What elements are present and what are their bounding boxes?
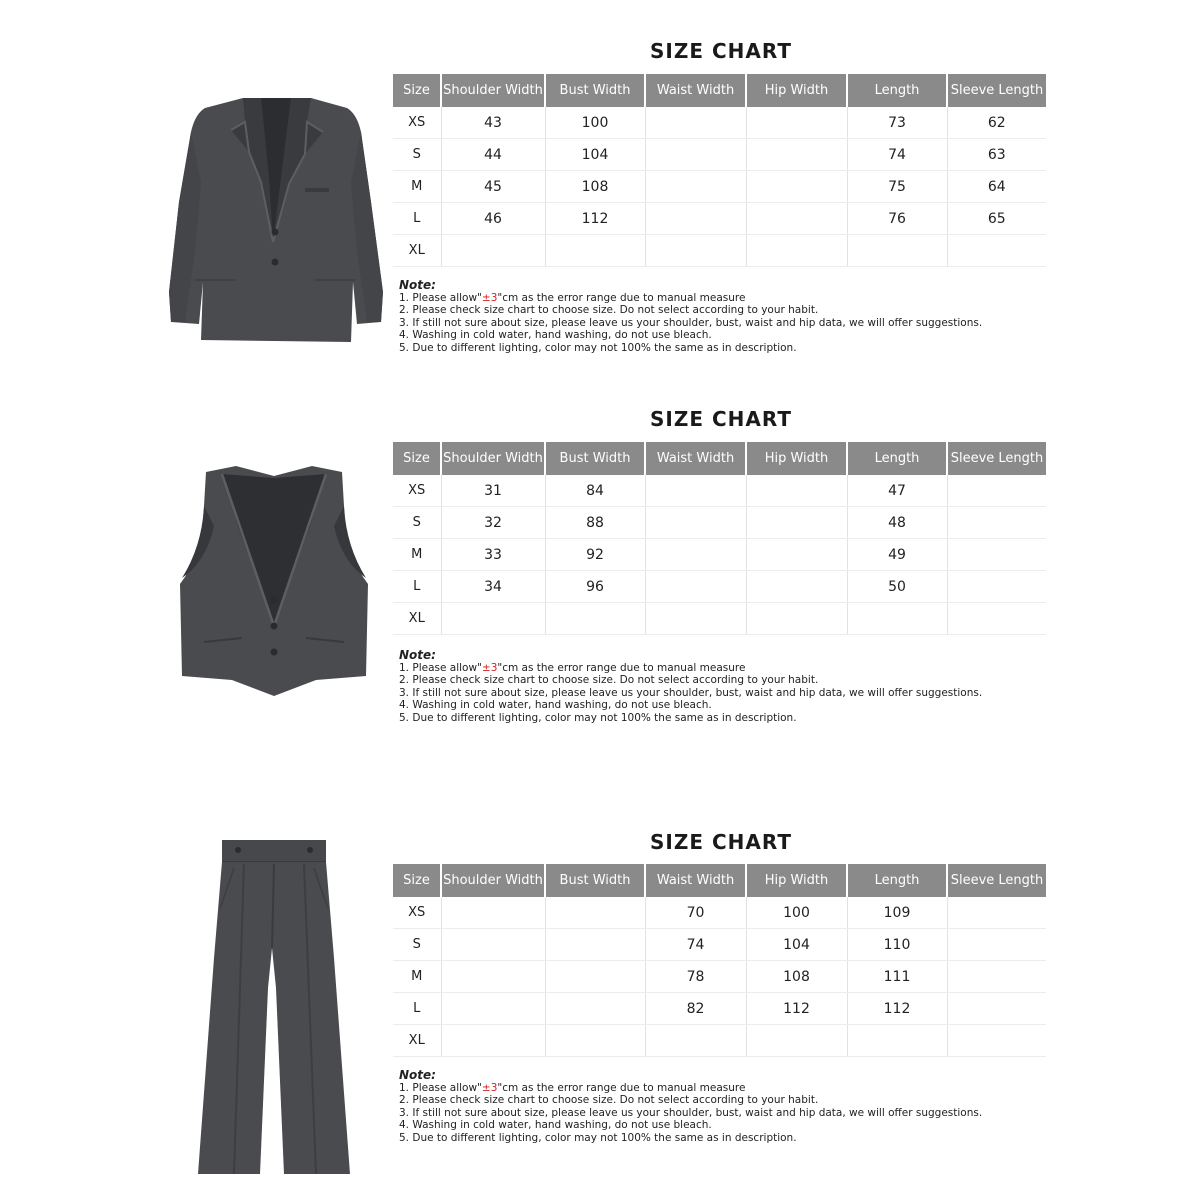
column-header: Size bbox=[393, 74, 441, 107]
column-header: Waist Width bbox=[645, 442, 746, 475]
size-chart-title: SIZE CHART bbox=[649, 830, 792, 854]
notes-block bbox=[399, 279, 1039, 355]
table-row bbox=[393, 571, 1046, 603]
measurement-cell bbox=[746, 603, 847, 635]
measurement-cell bbox=[645, 539, 746, 571]
note-line-2: 2. Please check size chart to choose size. Do not select according to your habit. bbox=[399, 304, 819, 317]
table-row bbox=[393, 961, 1046, 993]
measurement-cell: 109 bbox=[847, 897, 947, 929]
size-table bbox=[393, 442, 1046, 635]
measurement-cell bbox=[645, 139, 746, 171]
measurement-cell bbox=[947, 929, 1046, 961]
measurement-cell: 88 bbox=[545, 507, 645, 539]
size-label: XS bbox=[393, 897, 441, 929]
table-row bbox=[393, 929, 1046, 961]
note-line-4: 4. Washing in cold water, hand washing, do not use bleach. bbox=[399, 1119, 712, 1132]
note-line-1: 1. Please allow"±3"cm as the error range due to manual measure bbox=[399, 661, 746, 674]
measurement-cell bbox=[746, 1025, 847, 1057]
column-header: Sleeve Length bbox=[947, 864, 1046, 897]
vest-icon bbox=[176, 466, 372, 698]
table-row bbox=[393, 507, 1046, 539]
notes-heading: Note: bbox=[399, 278, 436, 292]
size-label: L bbox=[393, 571, 441, 603]
measurement-cell bbox=[441, 993, 545, 1025]
size-table bbox=[393, 864, 1046, 1057]
measurement-cell bbox=[441, 1025, 545, 1057]
column-header: Bust Width bbox=[545, 864, 645, 897]
measurement-cell bbox=[441, 603, 545, 635]
note-line-1: 1. Please allow"±3"cm as the error range due to manual measure bbox=[399, 291, 746, 304]
measurement-cell bbox=[947, 571, 1046, 603]
column-header: Bust Width bbox=[545, 442, 645, 475]
column-header: Hip Width bbox=[746, 864, 847, 897]
table-row bbox=[393, 171, 1046, 203]
size-label: S bbox=[393, 929, 441, 961]
column-header: Hip Width bbox=[746, 442, 847, 475]
measurement-cell bbox=[746, 235, 847, 267]
measurement-cell bbox=[545, 897, 645, 929]
measurement-cell bbox=[545, 603, 645, 635]
measurement-cell bbox=[645, 235, 746, 267]
note-line-5: 5. Due to different lighting, color may not 100% the same as in description. bbox=[399, 711, 797, 724]
trousers-icon bbox=[194, 838, 354, 1178]
measurement-cell bbox=[847, 235, 947, 267]
measurement-cell: 34 bbox=[441, 571, 545, 603]
table-row bbox=[393, 603, 1046, 635]
size-label: XS bbox=[393, 475, 441, 507]
measurement-cell bbox=[645, 475, 746, 507]
column-header: Shoulder Width bbox=[441, 442, 545, 475]
measurement-cell: 65 bbox=[947, 203, 1046, 235]
measurement-cell: 100 bbox=[545, 107, 645, 139]
measurement-cell: 49 bbox=[847, 539, 947, 571]
measurement-cell: 46 bbox=[441, 203, 545, 235]
measurement-cell: 112 bbox=[746, 993, 847, 1025]
measurement-cell bbox=[947, 539, 1046, 571]
note-line-3: 3. If still not sure about size, please leave us your shoulder, bust, waist and hip data, we will offer suggestions. bbox=[399, 316, 983, 329]
measurement-cell: 92 bbox=[545, 539, 645, 571]
measurement-cell: 111 bbox=[847, 961, 947, 993]
size-label: S bbox=[393, 139, 441, 171]
measurement-cell bbox=[645, 203, 746, 235]
measurement-cell: 32 bbox=[441, 507, 545, 539]
table-header-row bbox=[393, 442, 1046, 475]
note-line-4: 4. Washing in cold water, hand washing, do not use bleach. bbox=[399, 699, 712, 712]
table-header-row bbox=[393, 74, 1046, 107]
size-label: M bbox=[393, 961, 441, 993]
size-label: S bbox=[393, 507, 441, 539]
measurement-cell: 50 bbox=[847, 571, 947, 603]
size-label: XS bbox=[393, 107, 441, 139]
measurement-cell: 64 bbox=[947, 171, 1046, 203]
measurement-cell bbox=[645, 171, 746, 203]
size-label: XL bbox=[393, 1025, 441, 1057]
size-label: XL bbox=[393, 235, 441, 267]
measurement-cell: 110 bbox=[847, 929, 947, 961]
column-header: Size bbox=[393, 864, 441, 897]
table-row bbox=[393, 235, 1046, 267]
measurement-cell: 108 bbox=[746, 961, 847, 993]
notes-block bbox=[399, 1069, 1039, 1145]
measurement-cell bbox=[746, 539, 847, 571]
measurement-cell bbox=[947, 235, 1046, 267]
column-header: Bust Width bbox=[545, 74, 645, 107]
measurement-cell bbox=[545, 929, 645, 961]
measurement-cell bbox=[441, 897, 545, 929]
size-table bbox=[393, 74, 1046, 267]
measurement-cell: 45 bbox=[441, 171, 545, 203]
size-label: M bbox=[393, 539, 441, 571]
measurement-cell bbox=[441, 961, 545, 993]
measurement-cell bbox=[746, 475, 847, 507]
size-label: L bbox=[393, 203, 441, 235]
measurement-cell: 84 bbox=[545, 475, 645, 507]
table-header-row bbox=[393, 864, 1046, 897]
measurement-cell: 63 bbox=[947, 139, 1046, 171]
measurement-cell bbox=[441, 235, 545, 267]
column-header: Sleeve Length bbox=[947, 74, 1046, 107]
column-header: Waist Width bbox=[645, 74, 746, 107]
note-line-1: 1. Please allow"±3"cm as the error range due to manual measure bbox=[399, 1081, 746, 1094]
size-label: XL bbox=[393, 603, 441, 635]
measurement-cell: 104 bbox=[545, 139, 645, 171]
size-chart-title: SIZE CHART bbox=[649, 407, 792, 431]
column-header: Size bbox=[393, 442, 441, 475]
measurement-cell: 74 bbox=[847, 139, 947, 171]
measurement-cell bbox=[947, 603, 1046, 635]
measurement-cell bbox=[947, 897, 1046, 929]
measurement-cell: 62 bbox=[947, 107, 1046, 139]
size-chart-title: SIZE CHART bbox=[649, 39, 792, 63]
measurement-cell: 43 bbox=[441, 107, 545, 139]
measurement-cell: 100 bbox=[746, 897, 847, 929]
table-row bbox=[393, 203, 1046, 235]
note-line-5: 5. Due to different lighting, color may not 100% the same as in description. bbox=[399, 341, 797, 354]
note-line-2: 2. Please check size chart to choose size. Do not select according to your habit. bbox=[399, 1094, 819, 1107]
measurement-cell bbox=[441, 929, 545, 961]
table-row bbox=[393, 107, 1046, 139]
note-line-3: 3. If still not sure about size, please leave us your shoulder, bust, waist and hip data, we will offer suggestions. bbox=[399, 686, 983, 699]
measurement-cell bbox=[746, 139, 847, 171]
measurement-cell: 112 bbox=[545, 203, 645, 235]
notes-heading: Note: bbox=[399, 648, 436, 662]
measurement-cell: 112 bbox=[847, 993, 947, 1025]
column-header: Length bbox=[847, 74, 947, 107]
measurement-cell: 104 bbox=[746, 929, 847, 961]
measurement-cell bbox=[746, 107, 847, 139]
table-row bbox=[393, 139, 1046, 171]
measurement-cell: 33 bbox=[441, 539, 545, 571]
measurement-cell bbox=[545, 993, 645, 1025]
column-header: Hip Width bbox=[746, 74, 847, 107]
note-line-3: 3. If still not sure about size, please leave us your shoulder, bust, waist and hip data, we will offer suggestions. bbox=[399, 1106, 983, 1119]
measurement-cell bbox=[746, 171, 847, 203]
measurement-cell bbox=[746, 507, 847, 539]
measurement-cell bbox=[645, 107, 746, 139]
measurement-cell: 70 bbox=[645, 897, 746, 929]
measurement-cell bbox=[746, 571, 847, 603]
measurement-cell: 76 bbox=[847, 203, 947, 235]
column-header: Length bbox=[847, 442, 947, 475]
column-header: Waist Width bbox=[645, 864, 746, 897]
table-row bbox=[393, 475, 1046, 507]
size-label: M bbox=[393, 171, 441, 203]
size-label: L bbox=[393, 993, 441, 1025]
measurement-cell bbox=[746, 203, 847, 235]
blazer-icon bbox=[165, 92, 387, 344]
measurement-cell bbox=[545, 961, 645, 993]
measurement-cell: 96 bbox=[545, 571, 645, 603]
measurement-cell bbox=[947, 507, 1046, 539]
measurement-cell bbox=[947, 1025, 1046, 1057]
column-header: Length bbox=[847, 864, 947, 897]
table-row bbox=[393, 539, 1046, 571]
measurement-cell bbox=[645, 603, 746, 635]
measurement-cell bbox=[847, 603, 947, 635]
measurement-cell: 82 bbox=[645, 993, 746, 1025]
measurement-cell bbox=[645, 507, 746, 539]
column-header: Sleeve Length bbox=[947, 442, 1046, 475]
measurement-cell bbox=[545, 235, 645, 267]
measurement-cell bbox=[645, 571, 746, 603]
table-row bbox=[393, 1025, 1046, 1057]
measurement-cell bbox=[947, 961, 1046, 993]
note-line-5: 5. Due to different lighting, color may not 100% the same as in description. bbox=[399, 1131, 797, 1144]
measurement-cell bbox=[645, 1025, 746, 1057]
measurement-cell bbox=[947, 475, 1046, 507]
measurement-cell: 108 bbox=[545, 171, 645, 203]
table-row bbox=[393, 993, 1046, 1025]
measurement-cell: 74 bbox=[645, 929, 746, 961]
note-line-2: 2. Please check size chart to choose size. Do not select according to your habit. bbox=[399, 674, 819, 687]
note-line-4: 4. Washing in cold water, hand washing, do not use bleach. bbox=[399, 329, 712, 342]
column-header: Shoulder Width bbox=[441, 74, 545, 107]
measurement-cell: 73 bbox=[847, 107, 947, 139]
measurement-cell bbox=[847, 1025, 947, 1057]
measurement-cell: 48 bbox=[847, 507, 947, 539]
measurement-cell: 31 bbox=[441, 475, 545, 507]
column-header: Shoulder Width bbox=[441, 864, 545, 897]
table-row bbox=[393, 897, 1046, 929]
measurement-cell bbox=[545, 1025, 645, 1057]
measurement-cell bbox=[947, 993, 1046, 1025]
measurement-cell: 78 bbox=[645, 961, 746, 993]
measurement-cell: 44 bbox=[441, 139, 545, 171]
measurement-cell: 47 bbox=[847, 475, 947, 507]
measurement-cell: 75 bbox=[847, 171, 947, 203]
notes-heading: Note: bbox=[399, 1068, 436, 1082]
notes-block bbox=[399, 649, 1039, 725]
